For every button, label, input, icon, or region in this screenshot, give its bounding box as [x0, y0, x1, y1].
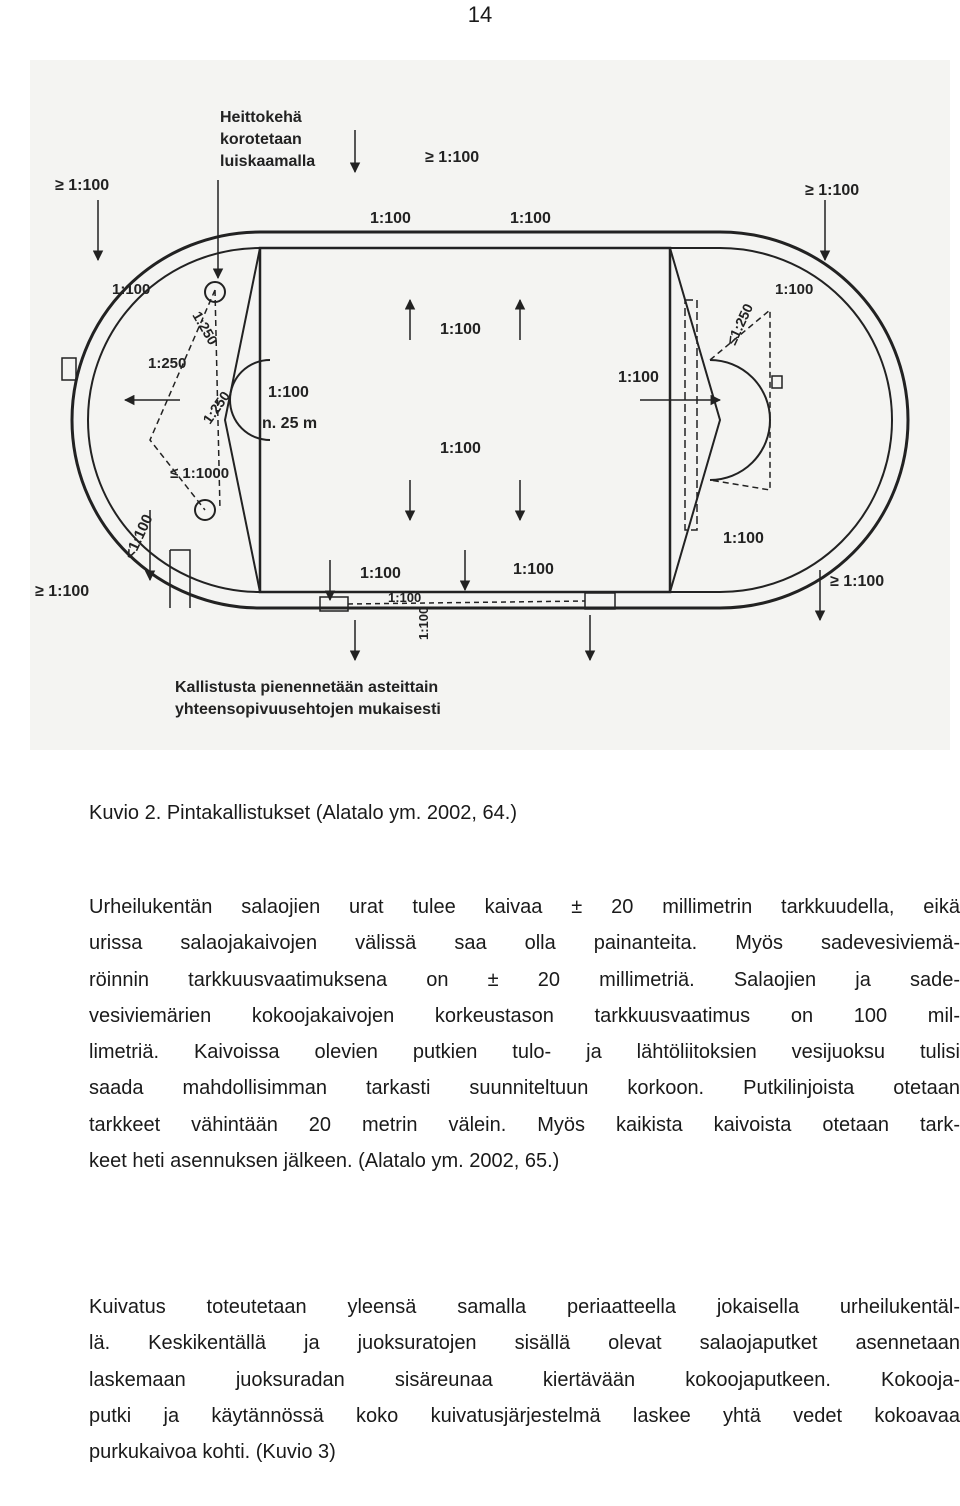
track-slope-diagram [30, 60, 950, 750]
text-line: Urheilukentän salaojien urat tulee kaivaa ± 20 millimetrin tarkkuudella, eikä [89, 896, 960, 918]
text-line: laskemaan juoksuradan sisäreunaa kiertävään kokoojaputkeen. Kokooja- [89, 1368, 960, 1391]
left-drain-box [62, 358, 76, 380]
text-line: urissa salaojakaivojen välissä saa olla painanteita. Myös sadevesiviemä- [89, 932, 960, 955]
body-paragraph-1 [89, 889, 960, 1179]
distance: n. 25 m [262, 415, 318, 432]
slope-250-low: 1:250 [199, 388, 233, 427]
text-line: keet heti asennuksen jälkeen. (Alatalo ym. 2002, 65.) [89, 1150, 560, 1173]
bottom-3: 1:100 [388, 590, 422, 605]
outer-left-top: 1:100 [112, 281, 151, 298]
right-infield-triangle [670, 248, 720, 592]
center-bottom: 1:100 [440, 440, 481, 457]
lt-100: <1:100 [121, 511, 157, 562]
top-2: 1:100 [510, 210, 551, 227]
slope-250-mid: 1:250 [148, 355, 187, 372]
text-line: Kuivatus toteutetaan yleensä samalla periaatteella jokaisella urheilukentäl- [89, 1296, 960, 1318]
track-slope-figure [30, 60, 950, 750]
text-line: saada mahdollisimman tarkasti suunniteltuun korkoon. Putkilinjoista otetaan [89, 1077, 960, 1100]
bottom-4: 1:100 [416, 606, 431, 640]
text-line: purkukaivoa kohti. (Kuvio 3) [89, 1441, 336, 1464]
body-paragraph-2 [89, 1289, 960, 1470]
infield-rectangle [260, 248, 670, 592]
throwing-area-note-3: luiskaamalla [220, 153, 316, 170]
throwing-area-note-1: Heittokehä [220, 109, 302, 126]
right-drain-box [772, 376, 782, 388]
bottom-2: 1:100 [513, 561, 554, 578]
bottom-1: 1:100 [360, 565, 401, 582]
ge-bottom-left: ≥ 1:100 [35, 583, 90, 600]
text-line: vesiviemärien kokoojakaivojen korkeustason tarkkuusvaatimus on 100 mil- [89, 1004, 960, 1027]
ge-top-left: ≥ 1:100 [55, 177, 110, 194]
le-1000: ≤ 1:1000 [170, 465, 230, 482]
outer-right-top: 1:100 [775, 281, 814, 298]
text-line: lä. Keskikentällä ja juoksuratojen sisällä olevat salaojaputket asennetaan [89, 1332, 960, 1355]
slope-250-left: 1:250 [189, 308, 222, 348]
text-line: putki ja käytännössä koko kuivatusjärjestelmä laskee yhtä vedet kokoavaa [89, 1404, 960, 1427]
text-line: limetriä. Kaivoissa olevien putkien tulo- ja lähtöliitoksien vesijuoksu tulisi [89, 1041, 960, 1064]
center-top: 1:100 [440, 321, 481, 338]
left-inner: 1:100 [268, 384, 309, 401]
footnote-1: Kallistusta pienennetään asteittain [175, 679, 439, 696]
ge-top-right: ≥ 1:100 [805, 182, 860, 199]
footnote-2: yhteensopivuusehtojen mukaisesti [175, 701, 441, 718]
bottom-drain-pipe [348, 601, 585, 604]
page-number: 14 [467, 2, 493, 27]
outer-right-bottom: 1:100 [723, 530, 764, 547]
left-infield-triangle [225, 248, 260, 592]
figure-caption: Kuvio 2. Pintakallistukset (Alatalo ym. 2002, 64.) [89, 802, 517, 824]
bottom-left-drain [170, 550, 190, 608]
ge-top-center: ≥ 1:100 [425, 149, 480, 166]
slope-250-right: ≤1:250 [723, 301, 757, 348]
text-line: tarkkeet vähintään 20 metrin välein. Myös kaikista kaivoista otetaan tark- [89, 1113, 960, 1136]
ge-bottom-right: ≥ 1:100 [830, 573, 885, 590]
top-1: 1:100 [370, 210, 411, 227]
text-line: röinnin tarkkuusvaatimuksena on ± 20 millimetriä. Salaojien ja sade- [89, 968, 960, 991]
throwing-area-note-2: korotetaan [220, 131, 302, 148]
right-inner: 1:100 [618, 369, 659, 386]
